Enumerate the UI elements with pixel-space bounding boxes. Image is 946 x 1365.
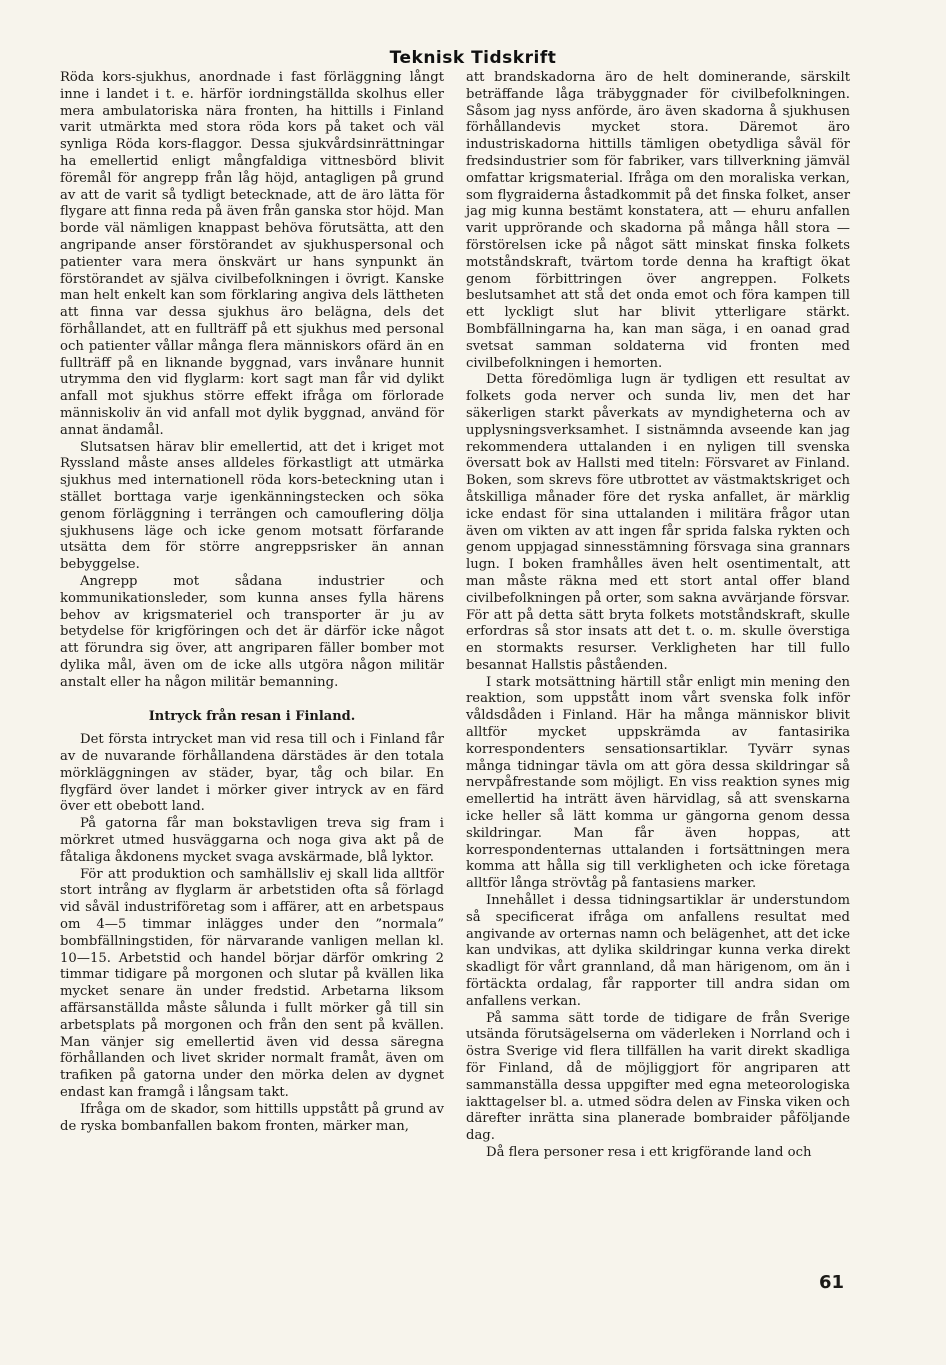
paragraph: För att produktion och samhällsliv ej skall lida alltför stort intrång av flyglarm är arbetstiden ofta så förlagd vid såväl industriföretag som i affärer, att en arbetspaus om 4—5 timmar inlägges under den ”normala” bombfällningstiden, för närvarande vanligen mellan kl. 10—15. Arbetstid och handel börjar därför omkring 2 timmar tidigare på morgonen och slutar på kvällen lika mycket senare än under fredstid. Arbetarna liksom affärsanställda måste sålunda i fullt mörker gå till sin arbetsplats på morgonen och från den sent på kvällen. Man vänjer sig emellertid även vid dessa säregna förhållanden och livet skrider normalt framåt, även om trafiken på gatorna under den mörka delen av dygnet endast kan framgå i långsam takt. xyxy=(60,866,444,1101)
paragraph: Slutsatsen härav blir emellertid, att det i kriget mot Ryssland måste anses alldeles förkastligt att utmärka sjukhus med internationell röda kors-beteckning utan i stället borttaga varje igenkänningstecken och söka genom förläggning i terrängen och camouflering dölja sjukhusens läge och icke genom motsatt förfarande utsätta dem för större angreppsrisker än annan bebyggelse. xyxy=(60,439,444,573)
paragraph: Angrepp mot sådana industrier och kommunikationsleder, som kunna anses fylla härens behov av krigsmateriel och transporter är ju av betydelse för krigföringen och det är därför icke något att förundra sig över, att angriparen fäller bomber mot dylika mål, även om de icke alls utgöra någon militär anstalt eller ha någon militär bemanning. xyxy=(60,573,444,690)
right-column xyxy=(466,70,850,1162)
left-column xyxy=(60,70,444,1135)
paragraph: Det första intrycket man vid resa till och i Finland får av de nuvarande förhållandena därstädes är den totala mörkläggningen av städer, byar, tåg och bilar. En flygfärd över landet i mörker giver intryck av en färd över ett obebott land. xyxy=(60,732,444,815)
paragraph: Då flera personer resa i ett krigförande land och xyxy=(486,1145,812,1160)
paragraph: Ifråga om de skador, som hittills uppstått på grund av de ryska bombanfallen bakom fronten, märker man, xyxy=(60,1101,444,1134)
paragraph: Röda kors-sjukhus, anordnade i fast förläggning långt inne i landet i t. e. härför iordningställda skolhus eller mera ambulatoriska nära fronten, ha hittills i Finland varit utmärkta med stora röda kors på taket och väl synliga Röda kors-flaggor. Dessa sjukvårdsinrättningar ha emellertid enligt mångfaldiga vittnesbörd blivit föremål för angrepp från låg höjd, antagligen på grund av att de varit så tydligt betecknade, att de äro lätta för flygare att finna reda på även från ganska stor höjd. Man borde väl nämligen knappast behöva förutsätta, att den angripande anser förstörandet av sjukhuspersonal och patienter vara mera önskvärt ur hans synpunkt än förstörandet av själva civilbefolkningen i övrigt. Kanske man helt enkelt kan som förklaring angiva dels lättheten att finna var dessa sjukhus äro belägna, dels det förhållandet, att en fullträff på ett sjukhus med personal och patienter vållar många flera människors ofärd än en fullträff på en liknande byggnad, vars invånare hunnit utrymma den vid flyglarm: kort sagt man får vid dylikt anfall mot sjukhus större effekt ifråga om förlorade människoliv än vid anfall mot dylik byggnad, använd för annat ändamål. xyxy=(60,70,444,438)
page-number: 61 xyxy=(818,1272,844,1293)
paragraph: Detta föredömliga lugn är tydligen ett resultat av folkets goda nerver och sunda liv, men det har säkerligen starkt påverkats av myndigheterna och av upplysningsverksamhet. I sistnämnda avseende kan jag rekommendera uttalanden i en nyligen till svenska översatt bok av Hallsti med titeln: Försvaret av Finland. Boken, som skrevs före utbrottet av västmaktskriget och åtskilliga månader före det ryska anfallet, är märklig icke endast för sina uttalanden i militära frågor utan även om vikten av att ingen får sprida falska rykten och genom uppjagad sinnesstämning försvaga sina grannars lugn. I boken framhålles även helt osentimentalt, att man måste räkna med ett stort antal offer bland civilbefolkningen på orter, som sakna avvärjande försvar. För att på detta sätt bryta folkets motståndskraft, skulle erfordras så stor insats att det t. o. m. skulle överstiga en stormakts resurser. Verkligheten har till fullo besannat Hallstis påståenden. xyxy=(466,372,850,673)
paragraph: Innehållet i dessa tidningsartiklar är understundom så specificerat ifråga om anfallens resultat med angivande av orternas namn och belägenhet, att det icke kan undvikas, att dylika skildringar kunna verka direkt skadligt för vårt grannland, då man härigenom, om än i förtäckta ordalag, får rapporter till andra sidan om anfallens verkan. xyxy=(466,893,850,1009)
paragraph: I stark motsättning härtill står enligt min mening den reaktion, som uppstått inom vårt svenska folk inför våldsdåden i Finland. Här ha många människor blivit alltför mycket uppskrämda av fantasirika korrespondenters sensationsartiklar. Tyvärr synas många tidningar tävla om att göra dessa skildringar så nervpåfrestande som möjligt. En viss reaktion synes mig emellertid ha inträtt även härvidlag, så att svenskarna icke heller så lätt komma ur gängorna genom dessa skildringar. Man får även hoppas, att korrespondenternas uttalanden i fortsättningen mera komma att hålla sig till verkligheten och icke företaga alltför långa strövtåg på fantasiens marker. xyxy=(466,674,850,892)
journal-header: Teknisk Tidskrift xyxy=(389,48,557,68)
paragraph: På gatorna får man bokstavligen treva sig fram i mörkret utmed husväggarna och noga giva akt på de fåtaliga åkdonens mycket svaga avskärmade, blå lyktor. xyxy=(60,816,444,865)
paragraph: att brandskadorna äro de helt dominerande, särskilt beträffande låga träbyggnader för civilbefolkningen. Såsom jag nyss anförde, äro även skadorna å sjukhusen förhållandevis mycket stora. Däremot äro industriskadorna hittills tämligen obetydliga såväl för fredsindustrier som för fabriker, vars tillverkning jämväl omfattar krigsmaterial. Ifråga om den moraliska verkan, som flygraiderna åstadkommit på det finska folket, anser jag mig kunna bestämt konstatera, att — ehuru anfallen varit upprörande och skadorna på många håll stora — förstörelsen icke på något sätt minskat finska folkets motståndskraft, tvärtom torde denna ha kraftigt ökat genom förbittringen över angreppen. Folkets beslutsamhet att stå det onda emot och föra kampen till ett lyckligt slut har blivit ytterligare stärkt. Bombfällningarna ha, kan man säga, i en oanad grad svetsat samman soldaterna vid fronten med civilbefolkningen i hemorten. xyxy=(466,70,850,371)
paragraph: På samma sätt torde de tidigare de från Sverige utsända förutsägelserna om väderleken i Norrland och i östra Sverige vid flera tillfällen ha varit direkt skadliga för Finland, då de möjliggjort för angriparen att sammanställa dessa uppgifter med egna meteorologiska iakttagelser bl. a. utmed södra delen av Finska viken och därefter inrätta sina planerade bombraider påföljande dag. xyxy=(466,1010,850,1144)
section-heading: Intryck från resan i Finland. xyxy=(148,709,356,725)
